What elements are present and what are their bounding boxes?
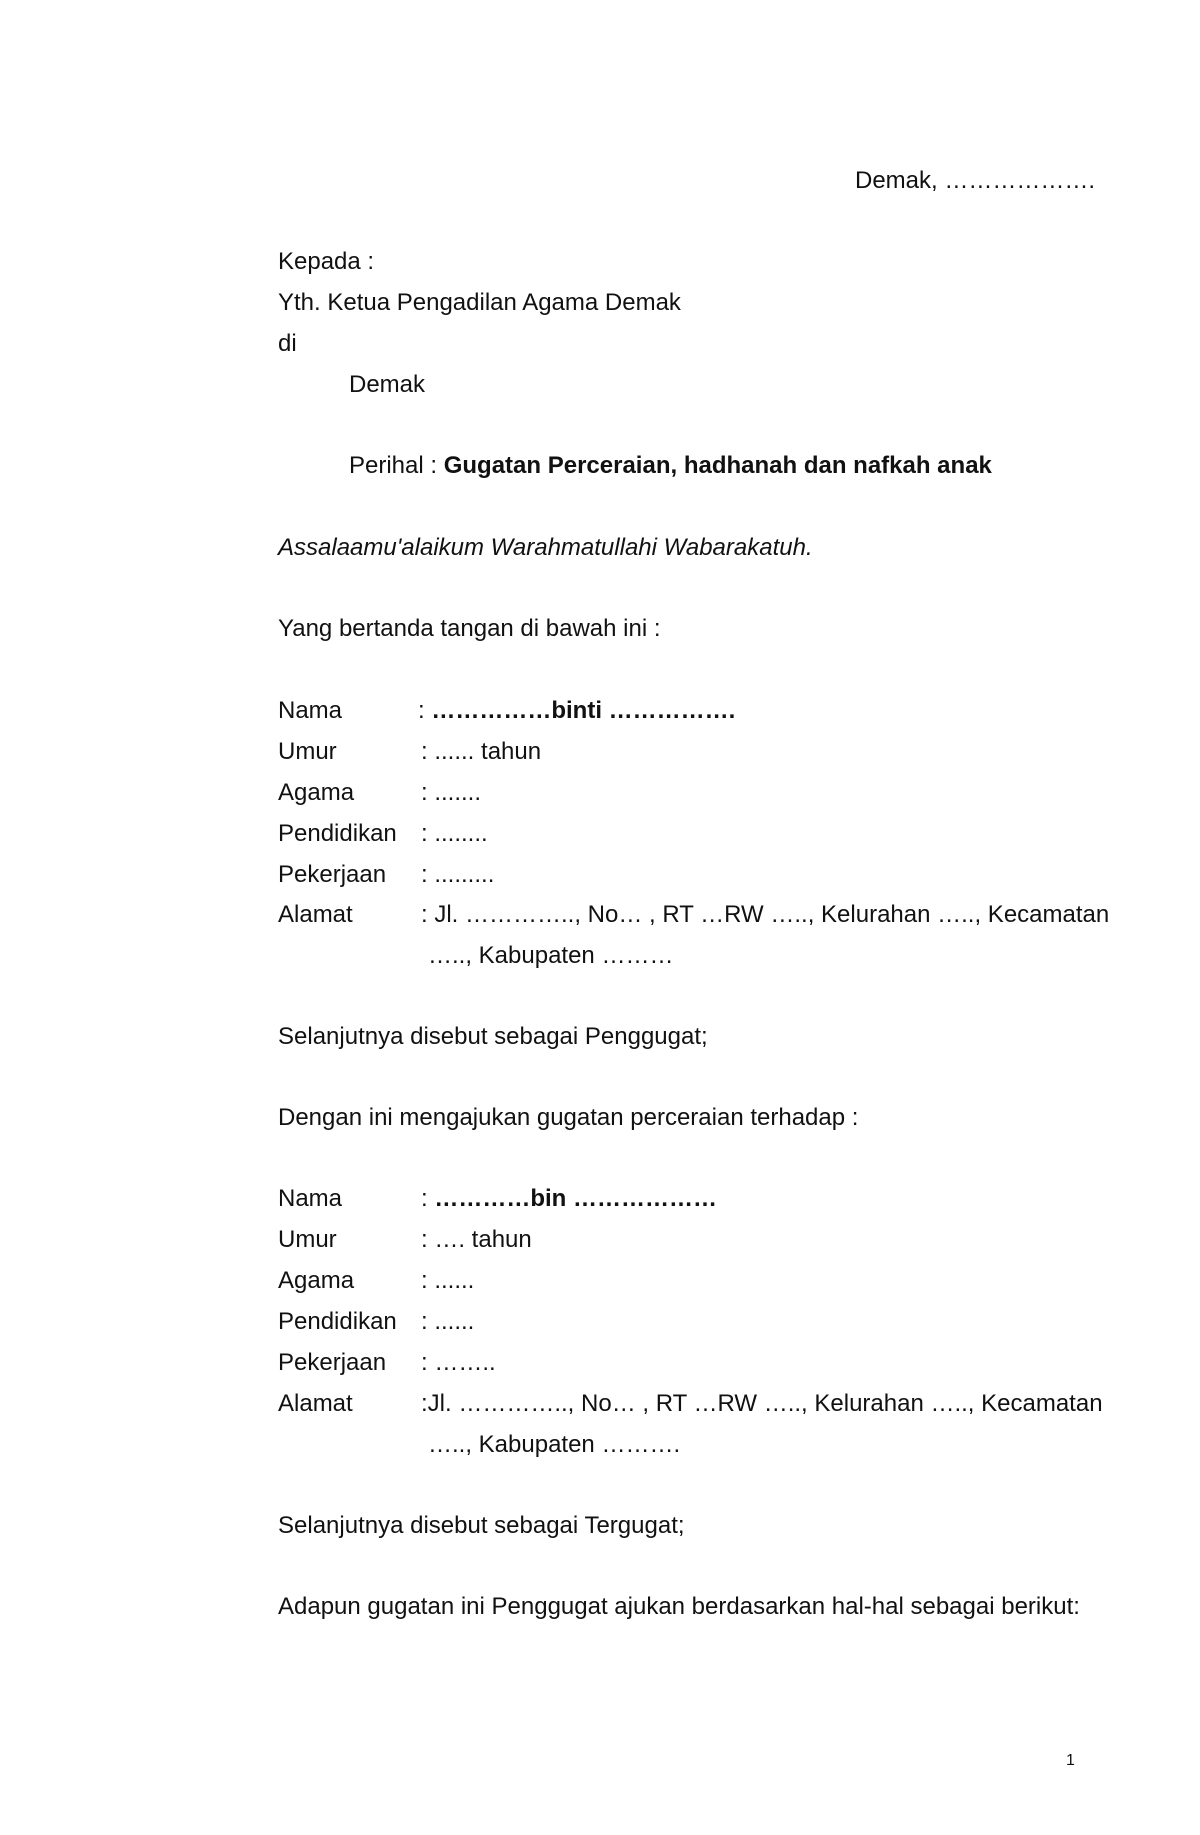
transition-text: Dengan ini mengajukan gugatan perceraian terhadap : xyxy=(278,1104,859,1131)
tergugat-pendidikan-value: : ...... xyxy=(421,1308,475,1335)
addressee-di: di xyxy=(278,330,297,357)
greeting: Assalaamu'alaikum Warahmatullahi Wabarakatuh. xyxy=(278,534,813,561)
tergugat-pekerjaan-value: : …….. xyxy=(421,1349,496,1376)
penggugat-umur-value: : ...... tahun xyxy=(421,738,542,765)
tergugat-nama-label: Nama xyxy=(278,1185,343,1212)
penggugat-pendidikan-label: Pendidikan xyxy=(278,820,397,847)
penggugat-umur-label: Umur xyxy=(278,738,337,765)
addressee-title: Yth. Ketua Pengadilan Agama Demak xyxy=(278,289,681,316)
tergugat-pekerjaan-label: Pekerjaan xyxy=(278,1349,387,1376)
penggugat-agama-value: : ....... xyxy=(421,779,482,806)
intro-text: Yang bertanda tangan di bawah ini : xyxy=(278,615,661,642)
tergugat-closing: Selanjutnya disebut sebagai Tergugat; xyxy=(278,1512,685,1539)
penggugat-closing: Selanjutnya disebut sebagai Penggugat; xyxy=(278,1023,708,1050)
penggugat-pekerjaan-value: : ......... xyxy=(421,861,495,888)
penggugat-alamat-continued: ….., Kabupaten ……… xyxy=(428,942,674,969)
penggugat-pendidikan-value: : ........ xyxy=(421,820,488,847)
addressee-city: Demak xyxy=(349,371,426,398)
penggugat-agama-label: Agama xyxy=(278,779,355,806)
tergugat-alamat-value: :Jl. ………….., No… , RT …RW ….., Kelurahan ….., Kecamatan xyxy=(421,1390,1103,1417)
penggugat-alamat-value: : Jl. ………….., No… , RT …RW ….., Kelurahan ….., Kecamatan xyxy=(421,901,1110,928)
page-number: 1 xyxy=(1066,1752,1075,1769)
place-date: Demak, ………………. xyxy=(855,167,1096,194)
tergugat-alamat-label: Alamat xyxy=(278,1390,353,1417)
tergugat-pendidikan-label: Pendidikan xyxy=(278,1308,397,1335)
perihal-subject: Gugatan Perceraian, hadhanah dan nafkah anak xyxy=(443,452,992,479)
tergugat-nama-value: : …………bin ……………… xyxy=(421,1185,717,1212)
penggugat-nama-label: Nama xyxy=(278,697,343,724)
penggugat-pekerjaan-label: Pekerjaan xyxy=(278,861,387,888)
perihal-label: Perihal : xyxy=(349,452,444,479)
perihal-line xyxy=(349,451,992,481)
penggugat-nama-value: : ……………binti ……………. xyxy=(418,697,736,724)
penggugat-alamat-label: Alamat xyxy=(278,901,353,928)
tergugat-umur-label: Umur xyxy=(278,1226,337,1253)
tergugat-umur-value: : …. tahun xyxy=(421,1226,532,1253)
tergugat-agama-value: : ...... xyxy=(421,1267,475,1294)
tergugat-agama-label: Agama xyxy=(278,1267,355,1294)
tergugat-alamat-continued: ….., Kabupaten ………. xyxy=(428,1431,681,1458)
basis-text: Adapun gugatan ini Penggugat ajukan berdasarkan hal-hal sebagai berikut: xyxy=(278,1593,1080,1620)
kepada-label: Kepada : xyxy=(278,248,375,275)
